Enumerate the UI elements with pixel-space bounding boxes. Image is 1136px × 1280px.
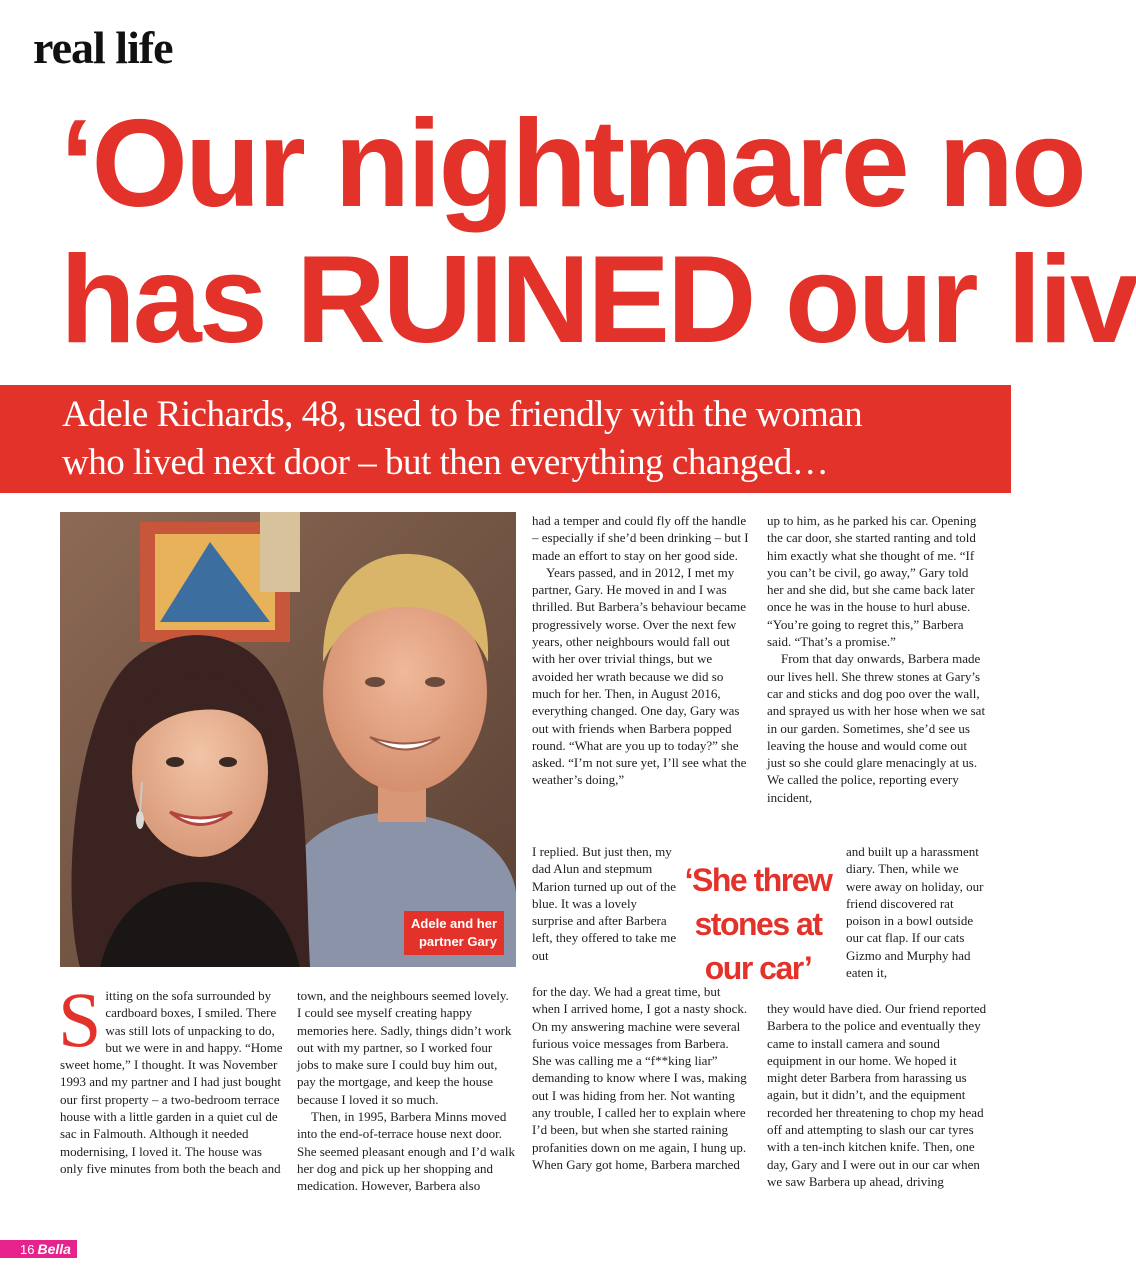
body-col4-bottom-text: they would have died. Our friend reported Barbera to the police and eventually they came to install camera and sound equipment in our home. We hoped it might deter Barbera from harassing us again, but it didn’t, and the equipment recorded her threatening to chop my head off and attempting to slash our car tyres with a ten-inch kitchen knife. Then, one day, Gary and I were out in our car when we saw Barbera up ahead, driving bbox=[767, 1001, 987, 1189]
photo-caption bbox=[404, 911, 504, 955]
body-col4-paragraph-1: up to him, as he parked his car. Opening the car door, she started ranting and told him exactly what she thought of me. “If you can’t be civil, go away,” Gary told her and she did, but she came back later once he was in the house to hurl abuse. “You’re going to regret this,” Barbera said. “That’s a promise.” bbox=[767, 513, 977, 650]
body-col2-paragraph-1: town, and the neighbours seemed lovely. I could see myself creating happy memories here. Sadly, things didn’t work out with my partner, so I worked four jobs to make sure I could buy him out, pay the mortgage, and keep the house because I loved it so much. bbox=[297, 988, 512, 1107]
body-col1-text: itting on the sofa surrounded by cardboard boxes, I smiled. There was still lots of unpacking to do, but we were in and happy. “Home sweet home,” I thought. It was November 1993 and my partner and I had just bought our first property – a two-bedroom terrace house with a little garden in a quiet cul de sac in Falmouth. Although it needed modernising, I loved it. The house was only five minutes from both the beach and bbox=[60, 988, 283, 1176]
standfirst-line-2: who lived next door – but then everything changed… bbox=[62, 442, 829, 483]
body-column-3-beside-quote bbox=[532, 843, 680, 964]
body-col4-paragraph-2: From that day onwards, Barbera made our lives hell. She threw stones at Gary’s car and sticks and dog poo over the wall, and sprayed us with her hose when we sat in our garden. Sometimes, she’d see us leaving the house and would come out just so she could glare menacingly at us. We called the police, reporting every incident, bbox=[767, 651, 986, 805]
body-column-3-bottom bbox=[532, 983, 750, 1173]
drop-cap: S bbox=[58, 976, 102, 1063]
photo-caption-line-2: partner Gary bbox=[418, 934, 497, 949]
pull-quote-line-1: ‘She threw bbox=[684, 862, 832, 898]
headline bbox=[60, 95, 1136, 376]
pull-quote-line-3: our car’ bbox=[704, 950, 812, 986]
photo-caption-line-1: Adele and her bbox=[411, 916, 497, 931]
body-col3-paragraph-1: had a temper and could fly off the handle – especially if she’d been drinking – but I made an effort to stay on her good side. bbox=[532, 513, 749, 563]
couple-photo bbox=[60, 512, 516, 967]
body-column-2 bbox=[297, 987, 516, 1195]
magazine-brand: Bella bbox=[37, 1241, 71, 1257]
body-column-4-beside-quote bbox=[846, 843, 987, 981]
body-column-4-bottom bbox=[767, 1000, 987, 1190]
couple-photo-illustration bbox=[60, 512, 516, 967]
headline-line-1: ‘Our nightmare no bbox=[60, 95, 1084, 233]
body-column-4-top bbox=[767, 512, 987, 806]
body-col3-paragraph-2: Years passed, and in 2012, I met my partner, Gary. He moved in and I was thrilled. But Barbera’s behaviour became progressively worse. Over the next few years, other neighbours would fall out with her over trivial things, but we avoided her wrath because we did so much for her. Then, in August 2016, everything changed. One day, Gary was out with friends when Barbera popped round. “What are you up to today?” she asked. “I’m not sure yet, I’ll see what the weather’s doing,” bbox=[532, 564, 747, 788]
pull-quote-line-2: stones at bbox=[694, 906, 822, 942]
standfirst-line-1: Adele Richards, 48, used to be friendly with the woman bbox=[62, 394, 863, 435]
body-col3-side-text: I replied. But just then, my dad Alun and stepmum Marion turned up out of the blue. It was a lovely surprise and after Barbera left, they offered to take me out bbox=[532, 844, 677, 963]
page-number: 16 bbox=[20, 1241, 35, 1257]
section-label: real life bbox=[33, 22, 173, 73]
body-column-3-top bbox=[532, 512, 750, 789]
headline-line-2: has RUINED our liv bbox=[60, 231, 1136, 369]
body-col4-side-text: and built up a harassment diary. Then, while we were away on holiday, our friend discovered rat poison in a bowl outside our cat flap. If our cats Gizmo and Murphy had eaten it, bbox=[846, 844, 984, 981]
body-col3-bottom-text: for the day. We had a great time, but when I arrived home, I got a nasty shock. On my answering machine were several furious voice messages from Barbera. She was calling me a “f**king liar” demanding to know where I was, making out I was hiding from her. Not wanting any trouble, I called her to explain where I’d been, but when she started raining profanities down on me again, I hung up. When Gary got home, Barbera marched bbox=[532, 984, 748, 1172]
page-footer bbox=[0, 1240, 77, 1258]
body-col2-paragraph-2: Then, in 1995, Barbera Minns moved into the end-of-terrace house next door. She seemed pleasant enough and I’d walk her dog and pick up her shopping and medication. However, Barbera also bbox=[297, 1109, 516, 1194]
body-column-1 bbox=[58, 976, 283, 1177]
pull-quote bbox=[675, 858, 841, 990]
standfirst bbox=[62, 391, 1002, 487]
